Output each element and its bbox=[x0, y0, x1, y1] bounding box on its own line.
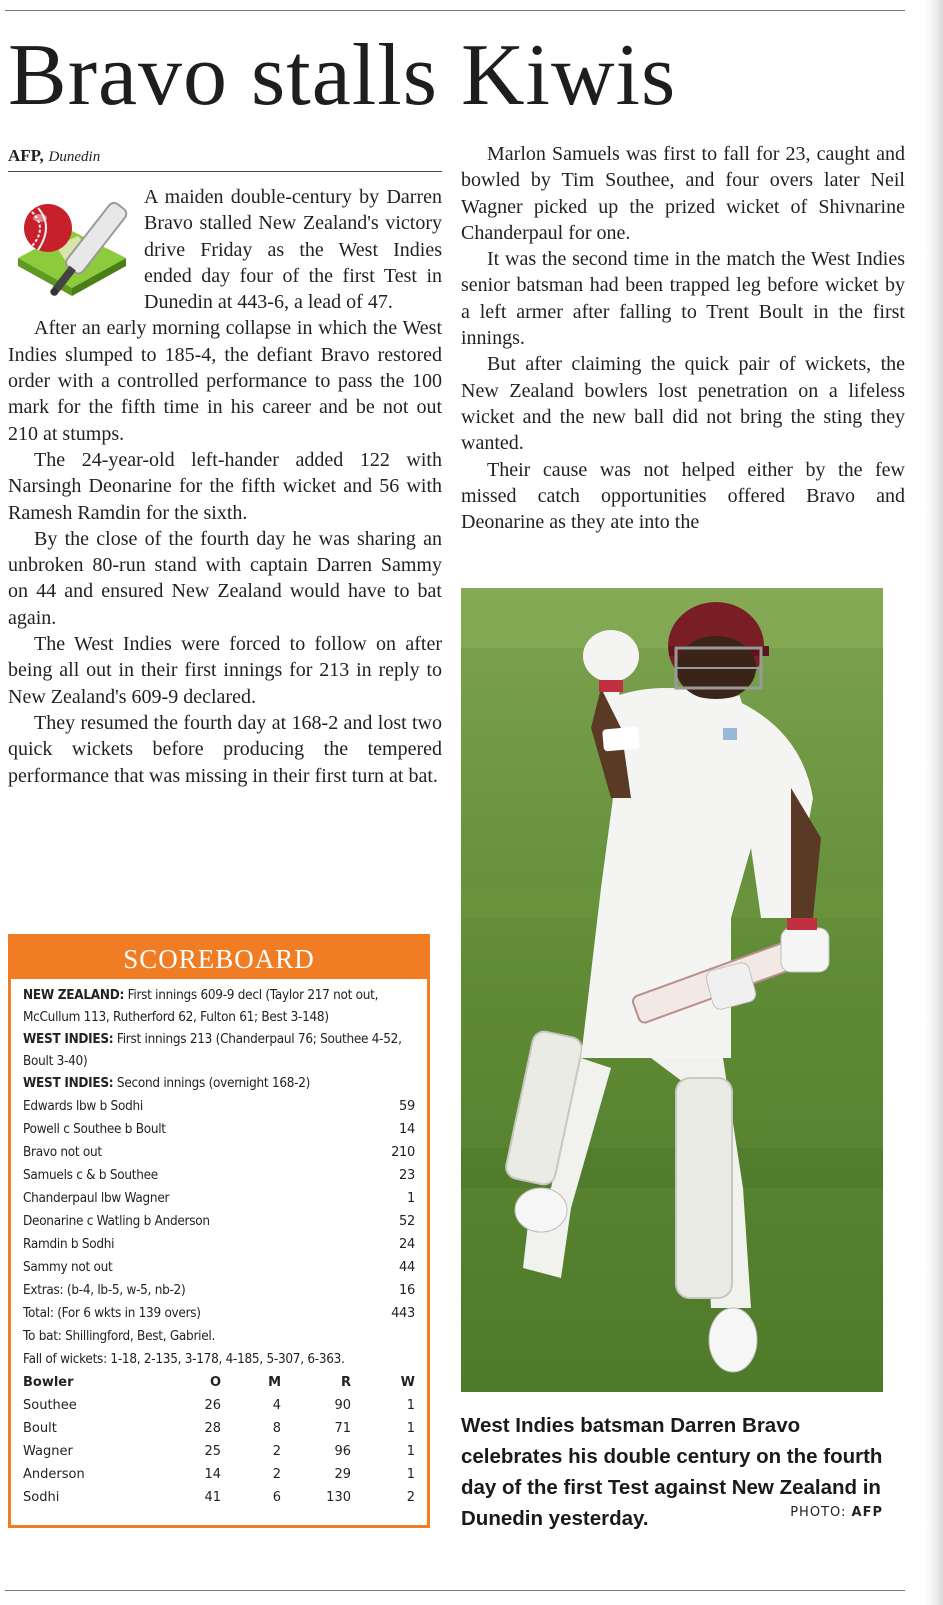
col-runs: R bbox=[340, 1375, 351, 1390]
paragraph: The West Indies were forced to follow on after being all out in their first innings for 213 in reply to New Zealand's 609-9 declared. bbox=[8, 633, 442, 708]
paragraph: By the close of the fourth day he was sharing an unbroken 80-run stand with captain Darren Sammy on 44 and ensured New Zealand would have to bat again. bbox=[8, 527, 442, 629]
col-maidens: M bbox=[268, 1375, 281, 1390]
wickets: 1 bbox=[406, 1467, 415, 1482]
maidens: 2 bbox=[272, 1467, 281, 1482]
runs: 14 bbox=[399, 1122, 415, 1137]
innings-summary: First innings 213 (Chanderpaul 76; Southee 4-52, Boult 3-40) bbox=[23, 1032, 402, 1069]
batting-row bbox=[23, 1233, 415, 1256]
batting-row bbox=[23, 1095, 415, 1118]
col-bowler: Bowler bbox=[23, 1375, 74, 1390]
credit-label: PHOTO: bbox=[790, 1505, 847, 1520]
paragraph: After an early morning collapse in which the West Indies slumped to 185-4, the defiant Bravo restored order with a controlled performance to pass the 100 mark for the fifth time in his career and be not out 210 at stumps. bbox=[8, 317, 442, 445]
batting-row bbox=[23, 1187, 415, 1210]
byline-place: Dunedin bbox=[48, 149, 101, 165]
to-bat-row bbox=[23, 1325, 415, 1348]
wickets: 1 bbox=[406, 1444, 415, 1459]
overs: 25 bbox=[204, 1444, 221, 1459]
wickets: 2 bbox=[406, 1490, 415, 1505]
top-rule bbox=[5, 10, 905, 11]
overs: 14 bbox=[204, 1467, 221, 1482]
extras-row bbox=[23, 1279, 415, 1302]
batting-row bbox=[23, 1164, 415, 1187]
overs: 41 bbox=[204, 1490, 221, 1505]
news-photo bbox=[461, 588, 883, 1392]
runs: 130 bbox=[326, 1490, 351, 1505]
headline: Bravo stalls Kiwis bbox=[8, 27, 677, 124]
maidens: 4 bbox=[272, 1398, 281, 1413]
batsman: Powell c Southee b Boult bbox=[23, 1122, 166, 1137]
credit-agency: AFP bbox=[851, 1505, 883, 1520]
runs: 71 bbox=[334, 1421, 351, 1436]
batting-row bbox=[23, 1141, 415, 1164]
paragraph: But after claiming the quick pair of wickets, the New Zealand bowlers lost penetration on a lifeless wicket and the new ball did not bring the sting they wanted. bbox=[461, 353, 905, 455]
bowling-row bbox=[23, 1417, 415, 1440]
bowling-header bbox=[23, 1371, 415, 1394]
runs: 52 bbox=[399, 1214, 415, 1229]
scoreboard-nz-first-innings bbox=[23, 985, 413, 1029]
paragraph: Marlon Samuels was first to fall for 23, caught and bowled by Tim Southee, and four overs later Neil Wagner picked up the prized wicket of Shivnarine Chanderpaul for one. bbox=[461, 143, 905, 244]
batsman: Chanderpaul lbw Wagner bbox=[23, 1191, 170, 1206]
scoreboard-wi-second-innings bbox=[23, 1073, 413, 1095]
batsman: Bravo not out bbox=[23, 1145, 102, 1160]
runs: 210 bbox=[391, 1145, 415, 1160]
to-bat: To bat: Shillingford, Best, Gabriel. bbox=[23, 1329, 216, 1344]
photo-caption: West Indies batsman Darren Bravo celebrates his double century on the fourth day of the first Test against New Zealand in Dunedin yesterday. bbox=[461, 1414, 883, 1530]
runs: 90 bbox=[334, 1398, 351, 1413]
bottom-rule bbox=[5, 1590, 905, 1591]
batting-row bbox=[23, 1210, 415, 1233]
bowling-table bbox=[23, 1371, 415, 1509]
photo-credit bbox=[790, 1505, 883, 1520]
byline bbox=[8, 146, 442, 172]
runs: 44 bbox=[399, 1260, 415, 1275]
bowler-name: Boult bbox=[23, 1421, 57, 1436]
byline-agency: AFP, bbox=[8, 146, 44, 165]
wickets: 1 bbox=[406, 1398, 415, 1413]
cricket-ball-and-bat-icon bbox=[8, 188, 136, 312]
bowler-name: Southee bbox=[23, 1398, 77, 1413]
batsman: Ramdin b Sodhi bbox=[23, 1237, 115, 1252]
paragraph: They resumed the fourth day at 168-2 and lost two quick wickets before producing the tempered performance that was missing in their first turn at bat. bbox=[8, 711, 442, 787]
total-row bbox=[23, 1302, 415, 1325]
scoreboard-wi-first-innings bbox=[23, 1029, 413, 1073]
page-edge-shadow bbox=[925, 0, 943, 1605]
batsman: Edwards lbw b Sodhi bbox=[23, 1099, 143, 1114]
bowling-row bbox=[23, 1486, 415, 1509]
runs: 24 bbox=[399, 1237, 415, 1252]
paragraph: Their cause was not helped either by the few missed catch opportunities offered Bravo and Deonarine as they ate into the bbox=[461, 458, 905, 534]
overs: 28 bbox=[204, 1421, 221, 1436]
bowling-row bbox=[23, 1394, 415, 1417]
runs: 23 bbox=[399, 1168, 415, 1183]
bowler-name: Wagner bbox=[23, 1444, 73, 1459]
team-label: NEW ZEALAND: bbox=[23, 988, 125, 1003]
batting-list bbox=[23, 1095, 415, 1325]
fall-of-wickets: Fall of wickets: 1-18, 2-135, 3-178, 4-185, 5-307, 6-363. bbox=[23, 1352, 345, 1367]
runs: 59 bbox=[399, 1099, 415, 1114]
article-column-2 bbox=[461, 141, 905, 535]
maidens: 2 bbox=[272, 1444, 281, 1459]
scoreboard bbox=[8, 934, 430, 1528]
maidens: 8 bbox=[272, 1421, 281, 1436]
col-overs: O bbox=[209, 1375, 221, 1390]
total: Total: (For 6 wkts in 139 overs) bbox=[23, 1306, 201, 1321]
paragraph: The 24-year-old left-hander added 122 with Narsingh Deonarine for the fifth wicket and 56 with Ramesh Ramdin for the sixth. bbox=[8, 448, 442, 524]
wickets: 1 bbox=[406, 1421, 415, 1436]
paragraph: A maiden double-century by Darren Bravo stalled New Zealand's victory drive Friday as the West Indies ended day four of the first Test in Dunedin at 443-6, a lead of 47. bbox=[144, 186, 442, 314]
bowler-name: Sodhi bbox=[23, 1490, 60, 1505]
batsman: Sammy not out bbox=[23, 1260, 113, 1275]
batsman: Deonarine c Watling b Anderson bbox=[23, 1214, 210, 1229]
paragraph: It was the second time in the match the West Indies senior batsman had been trapped leg before wicket by a left armer after falling to Trent Boult in the first innings. bbox=[461, 248, 905, 350]
innings-summary: First innings 609-9 decl (Taylor 217 not out, McCullum 113, Rutherford 62, Fulton 61; Best 3-148) bbox=[23, 988, 379, 1025]
extras: Extras: (b-4, lb-5, w-5, nb-2) bbox=[23, 1283, 186, 1298]
batting-row bbox=[23, 1256, 415, 1279]
bowling-row bbox=[23, 1440, 415, 1463]
team-label: WEST INDIES: bbox=[23, 1032, 114, 1047]
fall-of-wickets-row bbox=[23, 1348, 415, 1371]
runs: 29 bbox=[334, 1467, 351, 1482]
innings-summary: Second innings (overnight 168-2) bbox=[113, 1076, 311, 1091]
maidens: 6 bbox=[272, 1490, 281, 1505]
runs: 443 bbox=[391, 1306, 415, 1321]
batting-row bbox=[23, 1118, 415, 1141]
runs: 16 bbox=[399, 1283, 415, 1298]
overs: 26 bbox=[204, 1398, 221, 1413]
scoreboard-title: SCOREBOARD bbox=[11, 937, 427, 979]
bowler-name: Anderson bbox=[23, 1467, 85, 1482]
col-wickets: W bbox=[400, 1375, 415, 1390]
article-column-1 bbox=[8, 184, 442, 789]
team-label: WEST INDIES: bbox=[23, 1076, 114, 1091]
runs: 96 bbox=[334, 1444, 351, 1459]
runs: 1 bbox=[407, 1191, 415, 1206]
batsman: Samuels c & b Southee bbox=[23, 1168, 158, 1183]
bowling-row bbox=[23, 1463, 415, 1486]
